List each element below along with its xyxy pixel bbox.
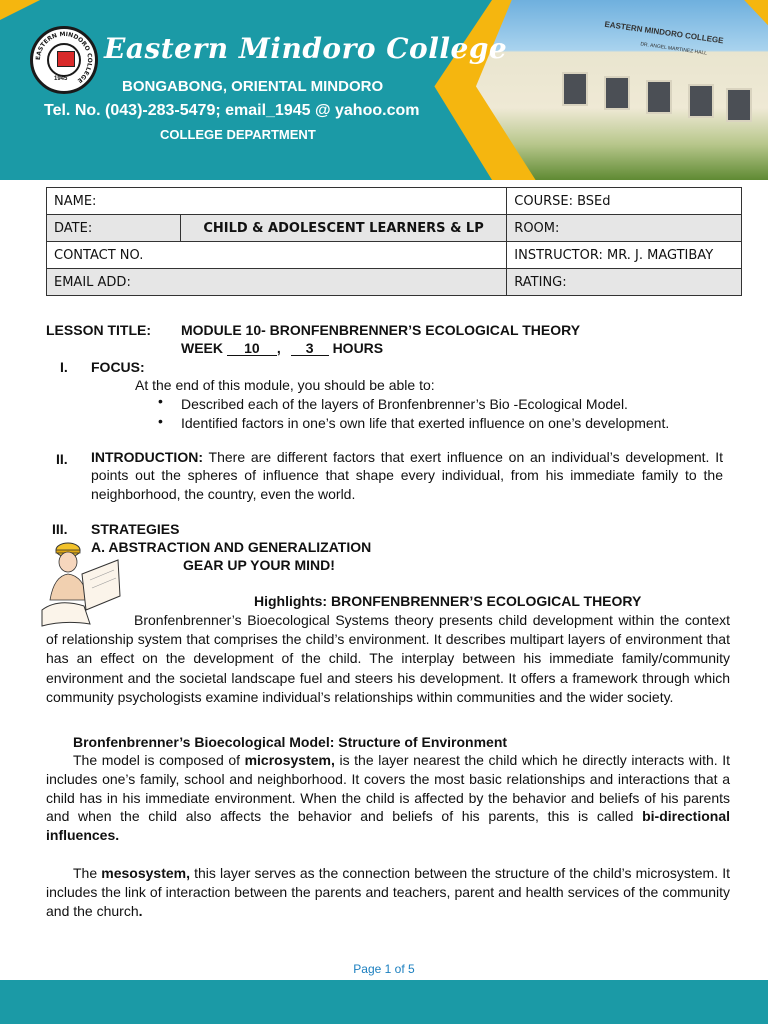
micro-text-post: is the layer nearest the child which he directly interacts with. It includes one’s family, school and neighborhood. It covers the most basic relationships and interactions that a child has in his immediate environment. When the child is affected by the behavior and beliefs of his parents and when the child also affects the behavior and beliefs of his parents, this is called xyxy=(46,752,730,825)
ecology-paragraph: Bronfenbrenner’s Bioecological Systems theory presents child development within the context of relationship system that comprises the child’s environment. It describes multipart layers of environment that has an effect on the development of the child. The interplay between his immediate family/community environment and the societal landscape fuel and steers his development. It offers a framework through which community psychologists examine individual’s relationships within communities and the wider society. xyxy=(46,612,730,705)
bidirectional-term: bi-directional influences. xyxy=(46,808,730,844)
table-row xyxy=(47,215,742,242)
header-corner-accent xyxy=(0,0,40,20)
hours-value: 3 xyxy=(291,341,329,356)
lesson-title-label: LESSON TITLE: xyxy=(46,322,151,338)
college-department: COLLEGE DEPARTMENT xyxy=(160,127,316,142)
instructor-cell: INSTRUCTOR: MR. J. MAGTIBAY xyxy=(507,242,742,269)
model-heading: Bronfenbrenner’s Bioecological Model: Structure of Environment xyxy=(73,734,508,750)
header-banner xyxy=(0,0,768,180)
name-field[interactable]: NAME: xyxy=(47,188,507,215)
building-subsign: DR. ANGEL MARTINEZ HALL xyxy=(639,41,708,57)
building-window xyxy=(604,76,630,110)
seal-book-icon xyxy=(57,51,75,67)
college-contact: Tel. No. (043)-283-5479; email_1945 @ yahoo.com xyxy=(44,102,420,119)
college-name: Eastern Mindoro College xyxy=(104,32,508,65)
focus-heading: FOCUS: xyxy=(91,359,145,375)
meso-text-post: this layer serves as the connection between the structure of the child’s microsystem. It includes the link of interaction between the parents and teachers, parent and health services of the community and the church xyxy=(46,865,731,919)
focus-numeral: I. xyxy=(60,359,68,375)
room-field[interactable]: ROOM: xyxy=(507,215,742,242)
bullet-icon: • xyxy=(158,393,163,409)
table-row xyxy=(47,269,742,296)
week-value: 10 xyxy=(227,341,277,356)
intro-text: There are different factors that exert influence on an individual’s development. It points out the spheres of influence that shape every individual, from his immediate family to the neighborhood, the country, even the world. xyxy=(91,449,723,502)
building-window xyxy=(726,88,752,122)
contact-no-field[interactable]: CONTACT NO. xyxy=(47,242,507,269)
meso-text-pre: The xyxy=(73,865,102,881)
date-field[interactable]: DATE: xyxy=(47,215,181,242)
focus-bullet-2: Identified factors in one’s own life that exerted influence on one’s development. xyxy=(181,415,670,431)
mesosystem-term: mesosystem, xyxy=(101,865,190,881)
microsystem-term: microsystem, xyxy=(244,752,335,768)
college-seal-logo xyxy=(30,26,98,94)
intro-numeral: II. xyxy=(56,451,68,467)
highlights-heading: Highlights: BRONFENBRENNER’S ECOLOGICAL THEORY xyxy=(254,593,642,609)
footer-band xyxy=(0,980,768,1024)
building-sign: EASTERN MINDORO COLLEGE xyxy=(603,19,725,46)
mesosystem-paragraph xyxy=(46,864,730,920)
seal-year: 1945 xyxy=(54,76,68,82)
building-window xyxy=(562,72,588,106)
intro-heading: INTRODUCTION: xyxy=(91,449,203,465)
intro-paragraph xyxy=(91,448,723,503)
lesson-week-line: WEEK 10 , 3 HOURS xyxy=(181,340,384,356)
table-row xyxy=(47,188,742,215)
hours-label: HOURS xyxy=(332,340,384,356)
microsystem-paragraph xyxy=(46,751,730,845)
page-number: Page 1 of 5 xyxy=(353,962,415,976)
focus-bullet-1: Described each of the layers of Bronfenbrenner’s Bio -Ecological Model. xyxy=(181,396,628,412)
bullet-icon: • xyxy=(158,413,163,429)
course-field: COURSE: BSEd xyxy=(507,188,742,215)
college-address: BONGABONG, ORIENTAL MINDORO xyxy=(122,78,384,95)
strategies-heading: STRATEGIES xyxy=(91,521,180,537)
strategies-numeral: III. xyxy=(52,521,68,537)
micro-text-pre: The model is composed of xyxy=(73,752,245,768)
building-window xyxy=(688,84,714,118)
rating-field[interactable]: RATING: xyxy=(507,269,742,296)
table-row xyxy=(47,242,742,269)
focus-intro: At the end of this module, you should be able to: xyxy=(135,377,435,393)
building-window xyxy=(646,80,672,114)
student-info-table xyxy=(46,187,742,296)
meso-period: . xyxy=(138,902,143,919)
svg-text:EASTERN MINDORO COLLEGE: EASTERN MINDORO COLLEGE xyxy=(34,30,94,85)
week-label: WEEK xyxy=(181,340,223,356)
subject-cell: CHILD & ADOLESCENT LEARNERS & LP xyxy=(180,215,506,242)
abstraction-heading: A. ABSTRACTION AND GENERALIZATION xyxy=(91,539,372,555)
email-field[interactable]: EMAIL ADD: xyxy=(47,269,507,296)
lesson-title: MODULE 10- BRONFENBRENNER’S ECOLOGICAL THEORY xyxy=(181,322,581,338)
gear-up-heading: GEAR UP YOUR MIND! xyxy=(183,557,335,573)
